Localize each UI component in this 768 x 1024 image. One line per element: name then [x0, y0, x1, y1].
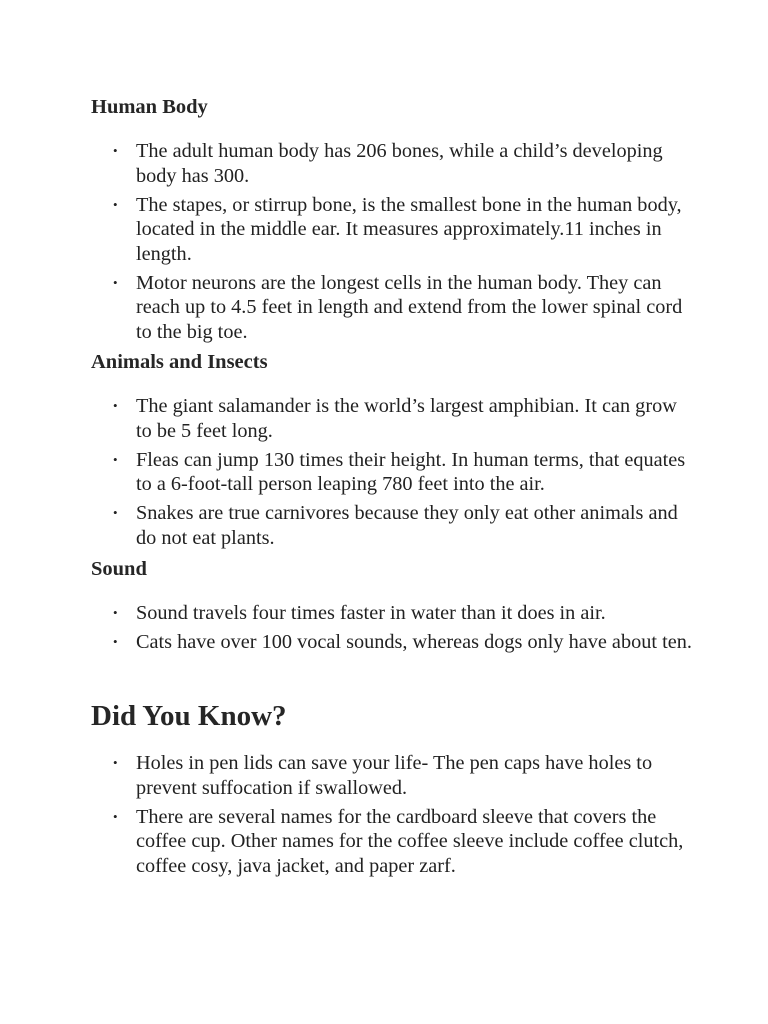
list-item — [113, 630, 696, 655]
bullet: • — [113, 398, 118, 413]
list-item-text: Cats have over 100 vocal sounds, whereas dogs only have about ten. — [136, 631, 692, 653]
section-heading-did-you-know: Did You Know? — [91, 700, 287, 732]
list-item — [113, 394, 696, 443]
list-item — [113, 751, 696, 800]
animals-and-insects-list — [113, 394, 696, 555]
bullet: • — [113, 143, 118, 158]
list-item — [113, 501, 696, 550]
bullet: • — [113, 634, 118, 649]
list-item-text: The adult human body has 206 bones, while a child’s developing body has 300. — [136, 140, 663, 187]
list-item-text: Fleas can jump 130 times their height. In human terms, that equates to a 6-foot-tall person leaping 780 feet into the air. — [136, 448, 686, 495]
list-item-text: Sound travels four times faster in water than it does in air. — [136, 602, 606, 624]
list-item — [113, 271, 696, 345]
did-you-know-list — [113, 751, 696, 883]
section-heading-sound: Sound — [91, 558, 147, 580]
bullet: • — [113, 274, 118, 290]
list-item — [113, 601, 696, 626]
list-item-text: Holes in pen lids can save your life- The pen caps have holes to prevent suffocation if swallowed. — [136, 752, 653, 799]
list-item-text: The stapes, or stirrup bone, is the smallest bone in the human body, located in the middle ear. It measures approximately.11 inches in length. — [136, 193, 682, 265]
bullet: • — [113, 505, 118, 520]
list-item-text: Snakes are true carnivores because they only eat other animals and do not eat plants. — [136, 502, 678, 549]
list-item — [113, 448, 696, 497]
section-heading-animals-and-insects: Animals and Insects — [91, 351, 268, 373]
bullet: • — [113, 451, 118, 467]
list-item — [113, 805, 696, 879]
section-heading-human-body: Human Body — [91, 96, 208, 118]
list-item — [113, 193, 696, 267]
human-body-list — [113, 139, 696, 349]
bullet: • — [113, 605, 118, 620]
list-item — [113, 139, 696, 188]
list-item-text: The giant salamander is the world’s largest amphibian. It can grow to be 5 feet long. — [136, 395, 677, 442]
sound-list — [113, 601, 696, 659]
list-item-text: Motor neurons are the longest cells in the human body. They can reach up to 4.5 feet in length and extend from the lower spinal cord to the big toe. — [136, 271, 683, 343]
list-item-text: There are several names for the cardboard sleeve that covers the coffee cup. Other names for the coffee sleeve include coffee clutch, coffee cosy, java jacket, and paper zarf. — [136, 805, 684, 877]
bullet: • — [113, 755, 118, 770]
bullet: • — [113, 196, 118, 212]
bullet: • — [113, 808, 118, 824]
